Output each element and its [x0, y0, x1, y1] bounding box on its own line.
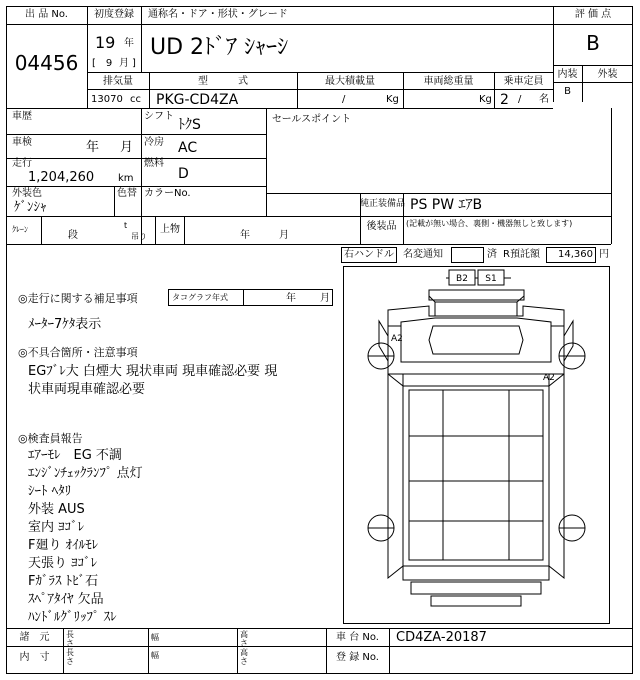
tacho-label: タコグラフ年式	[172, 293, 228, 302]
supplement-text: ﾒｰﾀｰ7ｹﾀ表示	[28, 317, 102, 332]
gross-weight-label: 車両総重量	[423, 76, 474, 87]
width-label: 幅	[151, 633, 159, 642]
interior-grade: B	[564, 86, 571, 97]
auction-sheet: 出 品 No. 04456 初度登録 通称名・ドア・形状・グレード 19 年 [ 9 月 ] UD 2ﾄﾞｱ ｼｬｰｼ 評 価 点 B 内装 外装 B 排気量 型 式 最大積載量 車両総重量 乗車定員 13070 cc PKG-CD4ZA / Kg Kg 2 / 名 車歴 シフト ﾄｸS セールスポイント 車検 年 月 冷房 AC 走行 1,204,260 km 燃料 D 外装色 ｹﾞﾝｼｬ 色替 カラーNo. 純正装備品 PS PW ｴｱB 後装品 (記載が無い場合、裏側・機器無しと致します) ｸﾚｰﾝ 段 t 吊り 上物 年 月 右ハンドル 名変通知 済 R預託額 14,360 円 ◎走行に関する補足事項 タコグラフ年式 年 月 ﾒｰﾀｰ7ｹﾀ表示 ◎不具合箇所・注意事項 EGﾌﾞﾚ大 白煙大 現状車両 現車確認必要 現 状車両現車確認必要 ◎検査員報告 ｴｱｰﾓﾚ EG 不調 ｴﾝｼﾞﾝﾁｪｯｸﾗﾝﾌﾟ 点灯 ｼｰﾄ ﾍﾀﾘ 外装 AUS 室内 ﾖｺﾞﾚ F廻り ｵｲﾙﾓﾚ 天張り ﾖｺﾞﾚ Fｶﾞﾗｽ ﾄﾋﾞ石 ｽﾍﾟｱﾀｲﾔ 欠品 ﾊﾝﾄﾞﾙｸﾞﾘｯﾌﾟ ｽﾚ B2 S1 A2 A2 諸 元 内 寸 長さ 長さ 幅 幅 高さ 高さ 車 台 No. CD4ZA-20187 登 録 No.	[0, 0, 640, 680]
shift-value: ﾄｸS	[178, 117, 201, 133]
color-label: 外装色	[12, 188, 42, 199]
recycle-label: R預託額	[503, 249, 540, 260]
inspector-line: F廻り ｵｲﾙﾓﾚ	[28, 538, 99, 553]
reg-year-unit: 年	[124, 38, 134, 49]
inspection-month-unit: 月	[120, 140, 134, 155]
width-label: 幅	[151, 651, 159, 660]
inspector-line: 外装 AUS	[28, 502, 85, 517]
displacement-label: 排気量	[103, 76, 133, 87]
body-label: 上物	[160, 224, 180, 235]
recycle-unit: 円	[599, 249, 609, 260]
length-label: 長さ	[66, 648, 74, 666]
reg-month-unit: 月	[119, 58, 129, 69]
crane-hoist: 吊り	[131, 232, 147, 241]
max-load-unit: Kg	[386, 94, 399, 105]
dims-label: 諸 元	[19, 632, 50, 643]
mark-a2-right: A2	[543, 373, 555, 383]
crane-stage: 段	[68, 230, 78, 241]
lot-label: 出 品 No.	[25, 9, 68, 20]
history-label: 車歴	[12, 111, 32, 122]
notice-box	[451, 247, 484, 263]
equipment-label: 純正装備品	[360, 199, 406, 209]
body-month-unit: 月	[279, 230, 289, 241]
capacity-label: 乗車定員	[503, 76, 544, 87]
inspector-line: ｼｰﾄ ﾍﾀﾘ	[28, 484, 72, 499]
aftermarket-note: (記載が無い場合、裏側・機器無しと致します)	[406, 219, 573, 228]
car-title: UD 2ﾄﾞｱ ｼｬｰｼ	[150, 35, 289, 60]
color-value: ｹﾞﾝｼｬ	[14, 200, 47, 215]
chassis-label: 車 台 No.	[336, 632, 379, 643]
truck-diagram	[343, 266, 610, 624]
inspector-line: 天張り ﾖｺﾞﾚ	[28, 556, 98, 571]
mark-b2: B2	[456, 274, 468, 284]
ac-label: 冷房	[144, 137, 164, 148]
crane-label: ｸﾚｰﾝ	[12, 225, 28, 234]
color-no-label: 色替	[117, 188, 137, 199]
inspection-year-unit: 年	[86, 140, 100, 155]
inspector-line: 室内 ﾖｺﾞﾚ	[28, 520, 85, 535]
inspection-label: 車検	[12, 137, 32, 148]
first-reg-label: 初度登録	[94, 9, 134, 20]
body-year-unit: 年	[240, 230, 250, 241]
lot-number: 04456	[14, 51, 79, 75]
max-load-label: 最大積載量	[325, 76, 375, 87]
mileage-unit: km	[118, 173, 134, 184]
overall-grade: B	[586, 31, 600, 55]
defects-line-2: 状車両現車確認必要	[28, 382, 146, 397]
shift-label: シフト	[144, 111, 174, 122]
reg-month: 9	[105, 58, 113, 69]
inspector-line: ﾊﾝﾄﾞﾙｸﾞﾘｯﾌﾟ ｽﾚ	[28, 610, 117, 625]
color-code-label: カラーNo.	[144, 188, 191, 199]
height-label: 高さ	[240, 648, 248, 666]
max-load-slash: /	[342, 94, 346, 105]
fuel-value: D	[178, 166, 189, 182]
capacity-slash: /	[518, 94, 522, 105]
capacity-unit: 名	[539, 94, 549, 105]
model-code-label: 型 式	[198, 76, 248, 87]
tacho-month-unit: 月	[320, 293, 330, 304]
mark-s1: S1	[485, 274, 497, 284]
length-label: 長さ	[66, 630, 74, 648]
fuel-label: 燃料	[144, 158, 164, 169]
notice-label: 名変通知	[403, 249, 443, 260]
inspector-line: ｴﾝｼﾞﾝﾁｪｯｸﾗﾝﾌﾟ 点灯	[28, 466, 143, 481]
gross-weight-unit: Kg	[479, 94, 492, 105]
registration-label: 登 録 No.	[336, 652, 379, 663]
inner-dims-label: 内 寸	[19, 652, 50, 663]
inspector-title: ◎検査員報告	[18, 432, 83, 445]
chassis-value: CD4ZA-20187	[396, 630, 487, 645]
defects-title: ◎不具合箇所・注意事項	[18, 346, 138, 359]
defects-line-1: EGﾌﾞﾚ大 白煙大 現状車両 現車確認必要 現	[28, 364, 278, 379]
displacement-value: 13070	[91, 94, 123, 105]
capacity-value: 2	[500, 92, 509, 108]
inspector-line: ｽﾍﾟｱﾀｲﾔ 欠品	[28, 592, 104, 607]
crane-t: t	[124, 221, 128, 230]
exterior-label: 外装	[597, 69, 618, 80]
tacho-year-unit: 年	[286, 293, 296, 304]
displacement-unit: cc	[130, 94, 141, 105]
recycle-amount: 14,360	[558, 249, 593, 260]
selling-points-label: セールスポイント	[272, 114, 352, 125]
right-handle-box: 右ハンドル	[341, 247, 397, 263]
supplement-title: ◎走行に関する補足事項	[18, 292, 138, 305]
interior-label: 内装	[557, 69, 578, 80]
grade-label: 評 価 点	[574, 9, 612, 20]
inspector-line: ｴｱｰﾓﾚ EG 不調	[28, 448, 122, 463]
recycle-prefix: 済	[487, 249, 497, 260]
model-label: 通称名・ドア・形状・グレード	[148, 9, 288, 20]
inspector-line: Fｶﾞﾗｽ ﾄﾋﾞ石	[28, 574, 99, 589]
equipment-value: PS PW ｴｱB	[410, 197, 483, 213]
aftermarket-label: 後装品	[366, 221, 397, 232]
reg-year: 19	[95, 33, 116, 52]
mark-a2-left: A2	[391, 334, 403, 344]
mileage-label: 走行	[12, 158, 32, 169]
height-label: 高さ	[240, 630, 248, 648]
model-code: PKG-CD4ZA	[156, 92, 239, 108]
mileage-value: 1,204,260	[28, 170, 95, 185]
ac-value: AC	[178, 140, 198, 156]
